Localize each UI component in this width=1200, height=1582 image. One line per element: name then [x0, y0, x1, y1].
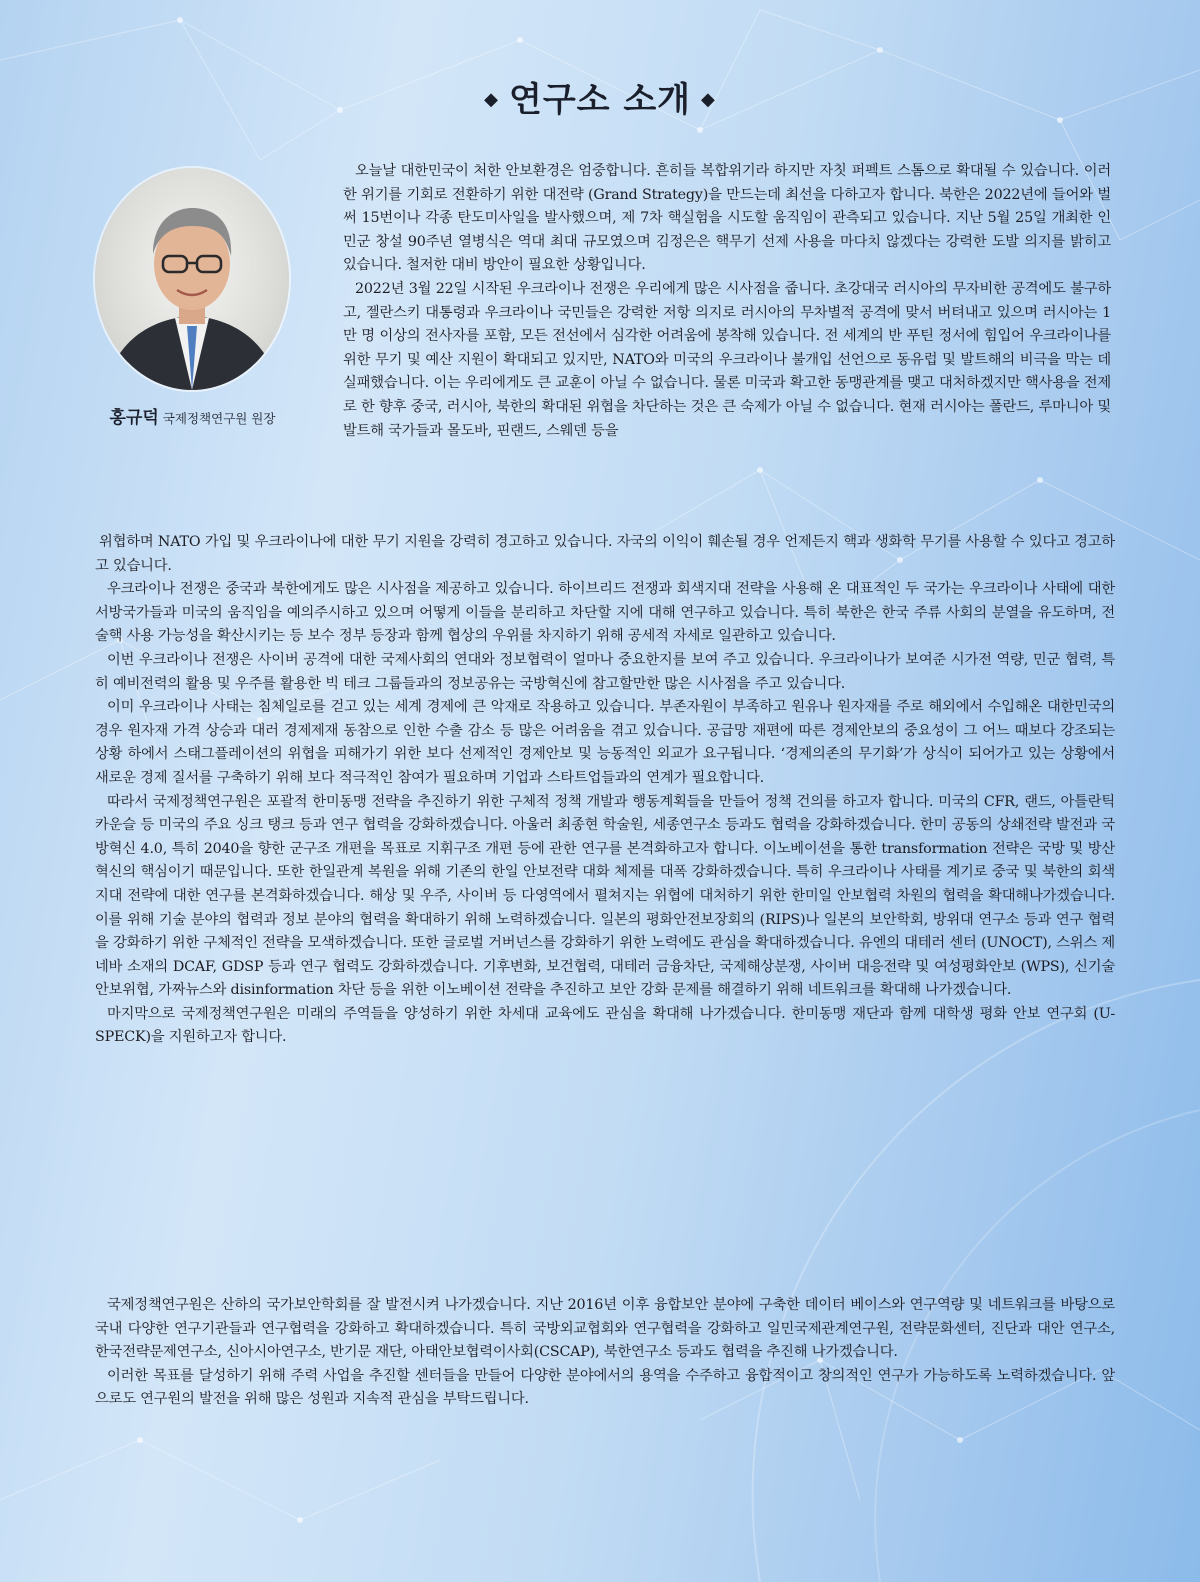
director-name: 홍규덕 — [109, 408, 159, 428]
director-role: 국제정책연구원 원장 — [162, 411, 276, 426]
director-caption — [70, 403, 315, 428]
paragraph: 이번 우크라이나 전쟁은 사이버 공격에 대한 국제사회의 연대와 정보협력이 얼마나 중요한지를 보여 주고 있습니다. 우크라이나가 보여준 시가전 역량, 민군 협력, 특히 예비전력의 활용 및 우주를 활용한 빅 테크 그룹들과의 정보공유는 국방혁신에 참고할만한 많은 시사점을 주고 있습니다. — [95, 651, 1115, 692]
paragraph: 2022년 3월 22일 시작된 우크라이나 전쟁은 우리에게 많은 시사점을 줍니다. 초강대국 러시아의 무자비한 공격에도 불구하고, 젤란스키 대통령과 우크라이나 국민들은 강력한 저항 의지로 러시아의 무차별적 공격에 맞서 버텨내고 있으며 러시아는 1만 명 이상의 전사자를 포함, 모든 전선에서 심각한 어려움에 봉착해 있습니다. 전 세계의 반 푸틴 정서에 힘입어 우크라이나를 위한 무기 및 예산 지원이 확대되고 있지만, NATO와 미국의 우크라이나 불개입 선언으로 동유럽 및 발트해의 비극을 막는 데 실패했습니다. 이는 우리에게도 큰 교훈이 아닐 수 없습니다. 물론 미국과 확고한 동맹관계를 맺고 대처하겠지만 핵사용을 전제로 한 향후 중국, 러시아, 북한의 확대된 위협을 차단하는 것은 큰 숙제가 아닐 수 없습니다. 현재 러시아는 폴란드, 루마니아 및 발트해 국가들과 몰도바, 핀랜드, 스웨덴 등을 — [343, 280, 1112, 439]
diamond-icon: ◆ — [484, 89, 499, 110]
page-title — [0, 72, 1200, 121]
paragraph: 이러한 목표를 달성하기 위해 주력 사업을 추진할 센터들을 만들어 다양한 분야에서의 용역을 수주하고 융합적이고 창의적인 연구가 가능하도록 노력하겠습니다. 앞으로도 연구원의 발전을 위해 많은 성원과 지속적 관심을 부탁드립니다. — [95, 1367, 1115, 1408]
paragraph: 이미 우크라이나 사태는 침체일로를 걷고 있는 세계 경제에 큰 악재로 작용하고 있습니다. 부존자원이 부족하고 원유나 원자재를 주로 해외에서 수입해온 대한민국의 경우 원자재 가격 상승과 대러 경제제재 동참으로 인한 수출 감소 등 많은 어려움을 겪고 있습니다. 공급망 재편에 따른 경제안보의 중요성이 그 어느 때보다 강조되는 상황 하에서 스태그플레이션의 위협을 피해가기 위한 보다 선제적인 경제안보 및 능동적인 외교가 요구됩니다. ‘경제의존의 무기화’가 상식이 되어가고 있는 상황에서 새로운 경제 질서를 구축하기 위해 보다 적극적인 참여가 필요하며 기업과 스타트업들과의 연계가 필요합니다. — [95, 699, 1115, 786]
paragraph: 오늘날 대한민국이 처한 안보환경은 엄중합니다. 흔히들 복합위기라 하지만 자칫 퍼펙트 스톰으로 확대될 수 있습니다. 이러한 위기를 기회로 전환하기 위한 대전략 (Grand Strategy)을 만드는데 최선을 다하고자 합니다. 북한은 2022년에 들어와 벌써 15번이나 각종 탄도미사일을 발사했으며, 제 7차 핵실험을 시도할 움직임이 관측되고 있습니다. 지난 5월 25일 개최한 인민군 창설 90주년 열병식은 역대 최대 규모였으며 김정은은 핵무기 선제 사용을 마다치 않겠다는 강력한 도발 의지를 밝히고 있습니다. 철저한 대비 방안이 필요한 상황입니다. — [343, 163, 1111, 274]
paragraph: 따라서 국제정책연구원은 포괄적 한미동맹 전략을 추진하기 위한 구체적 정책 개발과 행동계획들을 만들어 정책 건의를 하고자 합니다. 미국의 CFR, 랜드, 아틀란틱 카운슬 등 미국의 주요 싱크 탱크 등과 연구 협력을 강화하겠습니다. 아울러 최종현 학술원, 세종연구소 등과도 협력을 강화하겠습니다. 한미 공동의 상쇄전략 발전과 국방혁신 4.0, 특히 2040을 향한 군구조 개편을 목표로 지휘구조 개편 등에 관한 연구를 본격화하고자 합니다. 이노베이션을 통한 transformation 전략은 국방 및 방산 혁신의 핵심이기 때문입니다. 또한 한일관계 복원을 위해 기존의 한일 안보전략 대화 체제를 대폭 강화하겠습니다. 특히 우크라이나 사태를 계기로 중국 및 북한의 회색지대 전략에 대한 연구를 본격화하겠습니다. 해상 및 우주, 사이버 등 다영역에서 펼쳐지는 위협에 대처하기 위한 한미일 안보협력 차원의 협력을 확대해나가겠습니다. 이를 위해 기술 분야의 협력과 정보 분야의 협력을 확대하기 위해 노력하겠습니다. 일본의 평화안전보장회의 (RIPS)나 일본의 보안학회, 방위대 연구소 등과 연구 협력을 강화하기 위한 구체적인 전략을 모색하겠습니다. 또한 글로벌 거버넌스를 강화하기 위한 노력에도 관심을 확대하겠습니다. 유엔의 대테러 센터 (UNOCT), 스위스 제네바 소재의 DCAF, GDSP 등과 연구 협력도 강화하겠습니다. 기후변화, 보건협력, 대테러 금융차단, 국제해상분쟁, 사이버 대응전략 및 여성평화안보 (WPS), 신기술 안보위협, 가짜뉴스와 disinformation 차단 등을 위한 이노베이션 전략을 추진하고 보안 강화 문제를 해결하기 위해 네트워크를 확대해 나가겠습니다. — [95, 793, 1115, 999]
diamond-icon: ◆ — [701, 89, 716, 110]
paragraph: 국제정책연구원은 산하의 국가보안학회를 잘 발전시켜 나가겠습니다. 지난 2016년 이후 융합보안 분야에 구축한 데이터 베이스와 연구역량 및 네트워크를 바탕으로 국내 다양한 연구기관들과 연구협력을 강화하고 확대하겠습니다. 특히 국방외교협회와 연구협력을 강화하고 일민국제관계연구원, 전략문화센터, 진단과 대안 연구소, 한국전략문제연구소, 신아시아연구소, 반기문 재단, 아태안보협력이사회(CSCAP), 북한연구소 등과도 협력을 추진해 나가겠습니다. — [95, 1297, 1115, 1361]
director-portrait — [95, 168, 289, 390]
portrait-illustration — [95, 168, 289, 390]
page-title-text: 연구소 소개 — [508, 80, 692, 120]
paragraph: 위협하며 NATO 가입 및 우크라이나에 대한 무기 지원을 강력히 경고하고 있습니다. 자국의 이익이 훼손될 경우 언제든지 핵과 생화학 무기를 사용할 수 있다고 경고하고 있습니다. — [95, 534, 1115, 574]
paragraph: 마지막으로 국제정책연구원은 미래의 주역들을 양성하기 위한 차세대 교육에도 관심을 확대해 나가겠습니다. 한미동맹 재단과 함께 대학생 평화 안보 연구회 (U-SPECK)을 지원하고자 합니다. — [95, 1005, 1115, 1046]
intro-text-top — [343, 160, 1111, 443]
paragraph: 우크라이나 전쟁은 중국과 북한에게도 많은 시사점을 제공하고 있습니다. 하이브리드 전쟁과 회색지대 전략을 사용해 온 대표적인 두 국가는 우크라이나 사태에 대한 서방국가들과 미국의 움직임을 예의주시하고 있으며 어떻게 이들을 분리하고 차단할 지에 대해 연구하고 있습니다. 특히 북한은 한국 주류 사회의 분열을 유도하며, 전술핵 사용 가능성을 확산시키는 등 보수 정부 등장과 함께 협상의 우위를 차지하기 위해 공세적 자세로 일관하고 있습니다. — [95, 581, 1115, 645]
intro-text-main — [95, 531, 1115, 1050]
intro-text-bottom — [95, 1294, 1115, 1412]
